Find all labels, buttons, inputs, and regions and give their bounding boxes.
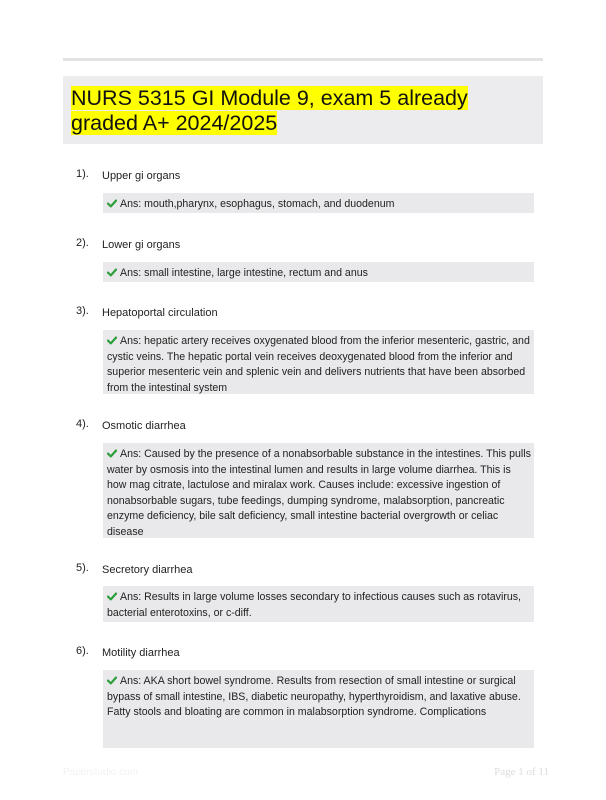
question-number: 6). [76,645,89,657]
question-text: Motility diarrhea [102,647,180,659]
check-icon [107,268,117,277]
answer-text: Ans: AKA short bowel syndrome. Results from resection of small intestine or surgical bypass of small intestine, IBS, diabetic neuropathy, hyperthyroidism, and laxative abuse. Fatty stools and bloating are common in malabsorption syndrome. Complications [107,675,521,718]
answer-box [103,670,534,748]
question-number: 4). [76,418,89,430]
check-icon [107,676,117,685]
question-number: 3). [76,305,89,317]
question-text: Secretory diarrhea [102,564,193,576]
answer-box [103,330,534,394]
question-number: 1). [76,168,89,180]
page-indicator: Page 1 of 11 [494,766,549,778]
question-text: Hepatoportal circulation [102,307,218,319]
answer-box [103,586,534,622]
answer-text: Ans: Results in large volume losses secondary to infectious causes such as rotavirus, bacterial enterotoxins, or c-diff. [107,591,521,619]
question-text: Lower gi organs [102,239,181,251]
page-title-text: NURS 5315 GI Module 9, exam 5 already graded A+ 2024/2025 [71,86,468,135]
question-text: Upper gi organs [102,170,181,182]
answer-text: Ans: mouth,pharynx, esophagus, stomach, and duodenum [120,198,395,210]
question-text: Osmotic diarrhea [102,420,186,432]
top-divider [63,58,543,61]
answer-box [103,443,534,538]
check-icon [107,336,117,345]
answer-text: Ans: hepatic artery receives oxygenated blood from the inferior mesenteric, gastric, and cystic veins. The hepatic portal vein receives deoxygenated blood from the inferior and superior mesenteric vein and splenic vein and delivers nutrients that have been absorbed from the intestinal system [107,335,530,394]
check-icon [107,199,117,208]
answer-text: Ans: Caused by the presence of a nonabsorbable substance in the intestines. This pulls water by osmosis into the intestinal lumen and results in large volume diarrhea. This is how mag citrate, lactulose and miralax work. Causes include: excessive ingestion of nonabsorbable sugars, tube feedings, dumping syndrome, malabsorption, pancreatic enzyme deficiency, bile salt deficiency, small intestine bacterial overgrowth or celiac disease [107,448,531,538]
check-icon [107,449,117,458]
answer-box [103,193,534,213]
footer-watermark: Paperstudio.com [63,767,139,778]
question-number: 5). [76,562,89,574]
page-title [71,86,537,136]
title-banner [63,76,543,144]
answer-box [103,262,534,282]
question-number: 2). [76,237,89,249]
check-icon [107,592,117,601]
answer-text: Ans: small intestine, large intestine, rectum and anus [120,267,368,279]
